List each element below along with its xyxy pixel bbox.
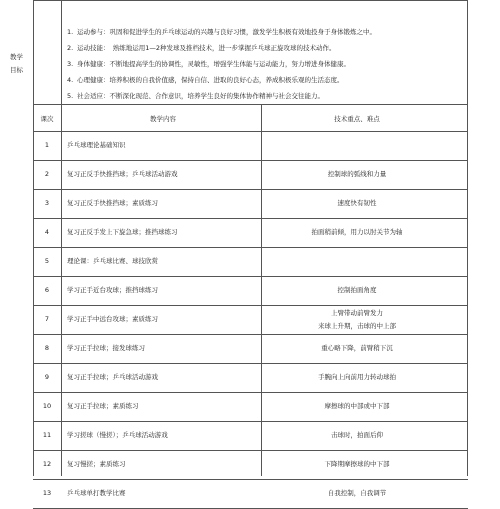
row-divider bbox=[33, 160, 468, 161]
lesson-content: 乒乓球单打教学比赛 bbox=[67, 489, 126, 497]
goal-text: 社会适应：不断深化现范、合作意识，培养学生良好的集体协作精神与社会交往能力。 bbox=[77, 92, 324, 100]
goals-bottom-line bbox=[33, 104, 468, 105]
lesson-number: 6 bbox=[44, 286, 50, 294]
table-border-right bbox=[467, 0, 468, 476]
lesson-number: 9 bbox=[44, 373, 50, 381]
goals-label-line-2: 目标 bbox=[10, 66, 23, 74]
lesson-content: 乒乓球理论基础知识 bbox=[67, 141, 126, 149]
lesson-content: 学习搓球（慢搓）；乒乓球活动游戏 bbox=[67, 431, 168, 439]
table-border-left bbox=[33, 0, 34, 476]
goal-item bbox=[67, 76, 344, 85]
header-focus: 技术重点、难点 bbox=[334, 115, 380, 123]
header-bottom-line bbox=[33, 131, 468, 132]
goal-number: 1. bbox=[67, 28, 74, 36]
header-content: 教学内容 bbox=[150, 115, 176, 123]
row-divider bbox=[33, 276, 468, 277]
goal-number: 5. bbox=[67, 92, 74, 100]
lesson-content: 复习正反手快推挡球；乒乓球活动游戏 bbox=[67, 170, 178, 178]
lesson-focus: 击球时，拍面后仰 bbox=[331, 431, 383, 439]
lesson-focus: 上臂带动前臂发力 bbox=[331, 308, 383, 317]
row-divider bbox=[33, 363, 468, 364]
goal-item bbox=[67, 44, 336, 53]
header-lesson: 课次 bbox=[40, 115, 54, 123]
content-divider bbox=[261, 104, 262, 476]
lesson-content: 复习正反手快推挡球；素质练习 bbox=[67, 199, 158, 207]
lesson-number: 12 bbox=[42, 460, 52, 468]
row-divider bbox=[33, 421, 468, 422]
lesson-number: 13 bbox=[42, 489, 52, 497]
lesson-focus: 手腕向上向前用力转动球拍 bbox=[318, 373, 396, 381]
lesson-number: 10 bbox=[42, 402, 52, 410]
lesson-number: 7 bbox=[44, 315, 50, 323]
goal-number: 4. bbox=[67, 76, 74, 84]
lesson-number: 3 bbox=[44, 199, 50, 207]
lesson-number: 8 bbox=[44, 344, 50, 352]
lesson-focus: 自我控制，自我调节 bbox=[327, 489, 387, 497]
goal-number: 2. bbox=[67, 44, 74, 52]
lesson-number: 2 bbox=[44, 170, 50, 178]
row-divider bbox=[33, 305, 468, 306]
row-divider bbox=[33, 218, 468, 219]
row-divider bbox=[33, 247, 468, 248]
lesson-number: 5 bbox=[44, 257, 50, 265]
row-divider bbox=[33, 189, 468, 190]
lesson-content: 复习正手拉球；乒乓球活动游戏 bbox=[67, 373, 158, 381]
goal-number: 3. bbox=[67, 60, 74, 68]
goal-text: 心理健康：培养积极的自我价值感，保持自信、进取的良好心态，养成积极乐观的生活态度。 bbox=[77, 76, 344, 84]
lesson-focus: 拍面稍前倾，用力以肘关节为轴 bbox=[311, 228, 403, 236]
lesson-number: 4 bbox=[44, 228, 50, 236]
lesson-content: 复习正反手发上下旋急球；推挡球练习 bbox=[67, 228, 178, 236]
lesson-number: 11 bbox=[42, 431, 52, 439]
goals-label-line-1: 教学 bbox=[10, 53, 23, 61]
lesson-focus: 重心略下降，前臂稍下沉 bbox=[321, 344, 393, 352]
row-divider bbox=[33, 334, 468, 335]
goal-item bbox=[67, 92, 324, 101]
lesson-content: 理论课：乒乓球比赛、球技欣赏 bbox=[67, 257, 158, 265]
table-border-top bbox=[33, 0, 468, 1]
row-divider bbox=[33, 450, 468, 451]
lesson-focus: 控制球的弧线和力量 bbox=[327, 170, 387, 178]
lesson-content: 学习正手近台攻球；推挡球练习 bbox=[67, 286, 158, 294]
lesson-number: 1 bbox=[44, 141, 50, 149]
lesson-focus: 摩擦球的中部或中下部 bbox=[324, 402, 390, 410]
lesson-focus: 控制拍面角度 bbox=[337, 286, 377, 294]
goal-item bbox=[67, 28, 376, 37]
goal-text: 运动参与：巩固和促进学生的乒乓球运动的兴趣与良好习惯，激发学生积极有效地投身于身体锻炼之中。 bbox=[77, 28, 376, 36]
lesson-content: 学习正手拉球；接发球练习 bbox=[67, 344, 145, 352]
row-divider bbox=[33, 392, 468, 393]
lesson-content: 学习正手中远台攻球；素质练习 bbox=[67, 315, 158, 323]
lesson-focus: 下降期摩擦球的中下部 bbox=[324, 460, 390, 468]
goal-text: 身体健康：不断地提高学生的协调性，灵敏性，增强学生体能与运动能力，努力增进身体健康。 bbox=[77, 60, 350, 68]
lesson-focus: 速度快有韧性 bbox=[337, 199, 377, 207]
row-divider bbox=[33, 479, 468, 480]
lesson-focus: 来球上升期，击球的中上部 bbox=[318, 321, 396, 330]
lesson-content: 复习慢搓；素质练习 bbox=[67, 460, 126, 468]
goal-item bbox=[67, 60, 350, 69]
goals-label-divider bbox=[61, 0, 62, 476]
goal-text: 运动技能： 熟练地运用1—2种发球及推档技术，进一步掌握乒乓球正旋攻球的技术动作。 bbox=[77, 44, 336, 52]
lesson-content: 复习正手拉球；素质练习 bbox=[67, 402, 139, 410]
